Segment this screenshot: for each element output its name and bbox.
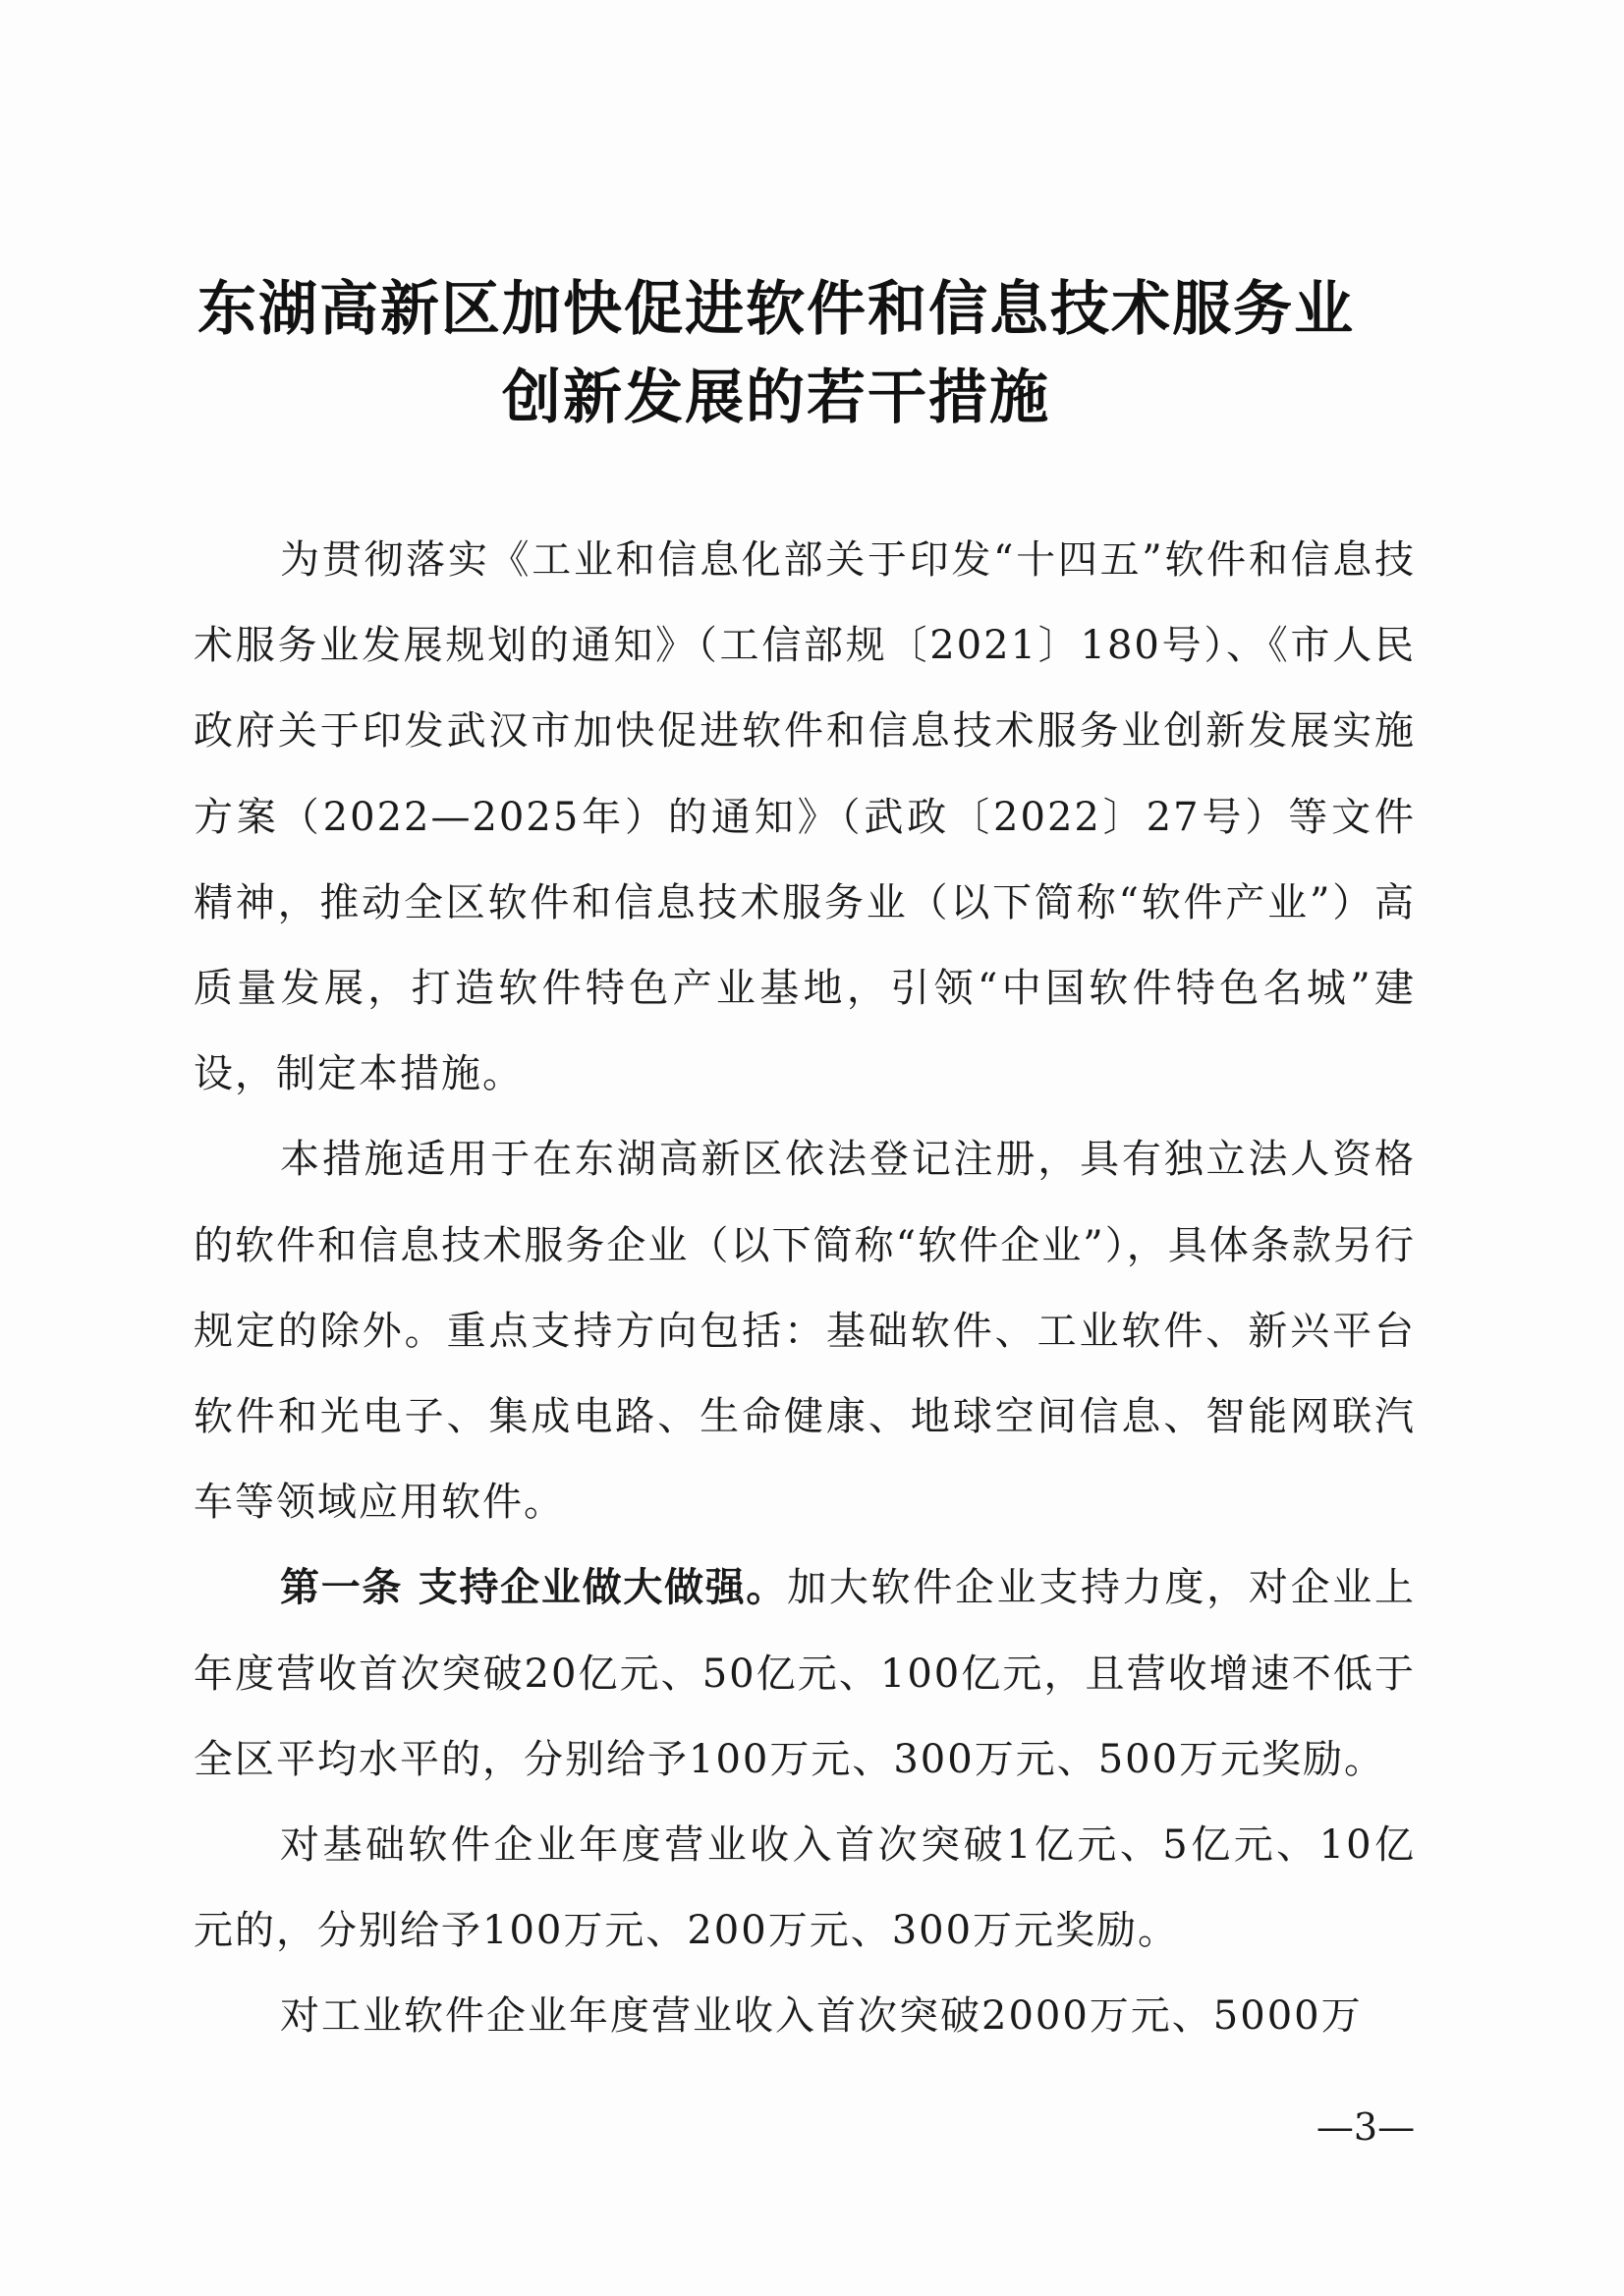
article-heading: 第一条 支持企业做大做强。 [280,1565,788,1611]
paragraph-text: 本措施适用于在东湖高新区依法登记注册，具有独立法人资格的软件和信息技术服务企业（以下简称“软件企业”），具体条款另行规定的除外。重点支持方向包括：基础软件、工业软件、新兴平台软件和光电子、集成电路、生命健康、地球空间信息、智能网联汽车等领域应用软件。 [194,1137,1416,1526]
paragraph-text: 对工业软件企业年度营业收入首次突破2000万元、5000万 [280,1993,1363,2040]
paragraph-scope [194,1117,1416,1545]
page-number: —3— [1316,2105,1416,2149]
paragraph-text: 对基础软件企业年度营业收入首次突破1亿元、5亿元、10亿元的，分别给予100万元、200万元、300万元奖励。 [194,1822,1416,1954]
document-title-line-2: 创新发展的若干措施 [502,364,1050,432]
document-body [194,518,1416,2060]
paragraph-text: 为贯彻落实《工业和信息化部关于印发“十四五”软件和信息技术服务业发展规划的通知》（工信部规〔2021〕180号）、《市人民政府关于印发武汉市加快促进软件和信息技术服务业创新发展实施方案（2022—2025年）的通知》（武政〔2022〕27号）等文件精神，推动全区软件和信息技术服务业（以下简称“软件产业”）高质量发展，打造软件特色产业基地，引领“中国软件特色名城”建设，制定本措施。 [194,537,1416,1097]
paragraph-industrial-software [194,1974,1416,2059]
paragraph-text: 加大软件企业支持力度，对企业上年度营收首次突破20亿元、50亿元、100亿元，且营收增速不低于全区平均水平的，分别给予100万元、300万元、500万元奖励。 [194,1565,1416,1782]
paragraph-article-1 [194,1545,1416,1803]
document-title-line-1: 东湖高新区加快促进软件和信息技术服务业 [197,275,1355,344]
paragraph-preamble [194,518,1416,1117]
paragraph-basic-software [194,1803,1416,1974]
